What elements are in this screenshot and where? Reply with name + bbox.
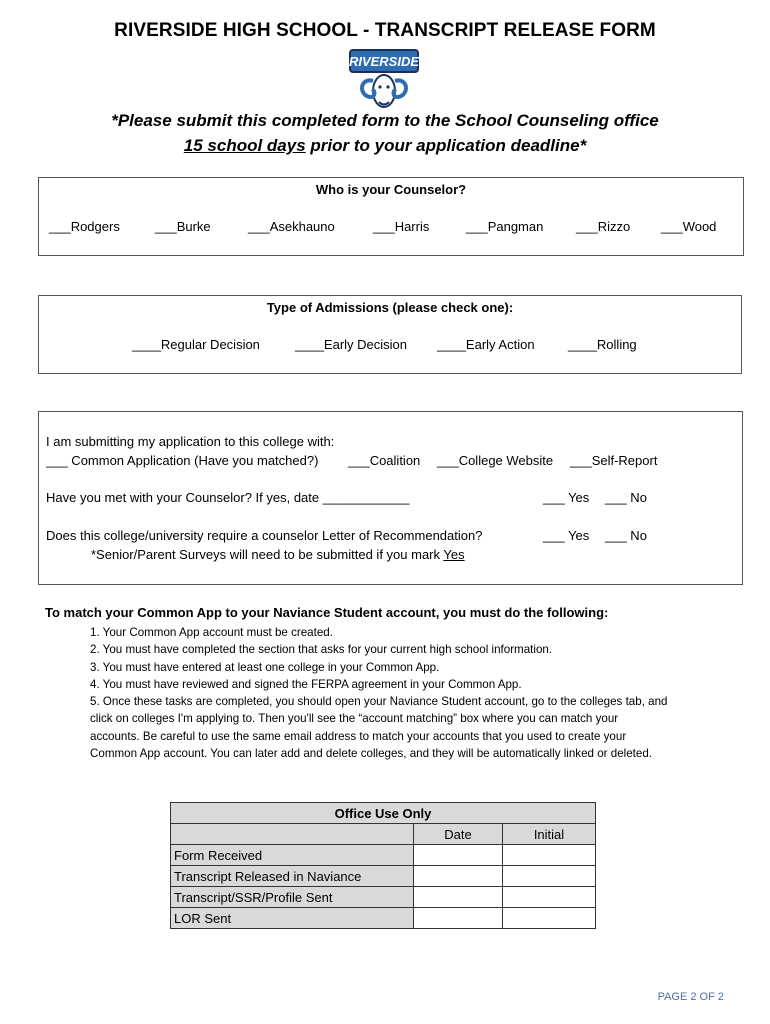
survey-note (91, 547, 465, 562)
survey-note-yes: Yes (443, 547, 465, 562)
office-header-blank (171, 824, 414, 845)
admissions-heading: Type of Admissions (please check one): (266, 300, 514, 315)
table-row (171, 845, 596, 866)
option-self-report[interactable]: ___Self-Report (570, 453, 658, 468)
table-row (171, 866, 596, 887)
ram-logo-icon (348, 47, 420, 111)
counselor-option-wood[interactable]: ___Wood (661, 219, 717, 234)
admission-option-early-action[interactable]: ____Early Action (437, 337, 535, 352)
office-header-initial: Initial (503, 824, 596, 845)
submission-instruction: *Please submit this completed form to the School Counseling office (111, 111, 659, 130)
met-counselor-no[interactable]: ___ No (605, 490, 647, 505)
office-row-label: Transcript/SSR/Profile Sent (171, 887, 414, 908)
office-use-table (170, 802, 596, 929)
step-item: accounts. Be careful to use the same email address to match your accounts that you used to create your (90, 729, 627, 743)
counselor-section (38, 177, 744, 256)
deadline-rest: prior to your application deadline* (305, 136, 587, 155)
office-row-label: Transcript Released in Naviance (171, 866, 414, 887)
counselor-option-rodgers[interactable]: ___Rodgers (49, 219, 120, 234)
office-date-cell[interactable] (414, 908, 503, 929)
lor-no[interactable]: ___ No (605, 528, 647, 543)
office-row-label: LOR Sent (171, 908, 414, 929)
office-date-cell[interactable] (414, 866, 503, 887)
option-common-app[interactable]: ___ Common Application (Have you matched?) (46, 453, 319, 468)
office-initial-cell[interactable] (503, 845, 596, 866)
logo-wordmark: RIVERSIDE (348, 54, 420, 69)
admission-option-regular[interactable]: ____Regular Decision (132, 337, 260, 352)
step-item: 4. You must have reviewed and signed the FERPA agreement in your Common App. (90, 677, 522, 691)
counselor-option-pangman[interactable]: ___Pangman (466, 219, 544, 234)
counselor-option-harris[interactable]: ___Harris (373, 219, 430, 234)
step-item: Common App account. You can later add and delete colleges, and they will be automatically linked or deleted. (90, 747, 653, 761)
submitting-label: I am submitting my application to this college with: (46, 434, 335, 449)
form-title: RIVERSIDE HIGH SCHOOL - TRANSCRIPT RELEASE FORM (114, 20, 656, 41)
table-row (171, 887, 596, 908)
table-row (171, 908, 596, 929)
counselor-option-burke[interactable]: ___Burke (155, 219, 211, 234)
school-logo (348, 47, 420, 111)
step-item: 3. You must have entered at least one college in your Common App. (90, 660, 440, 674)
admission-option-early-decision[interactable]: ____Early Decision (295, 337, 408, 352)
office-row-label: Form Received (171, 845, 414, 866)
page-number: PAGE 2 OF 2 (657, 991, 724, 1003)
counselor-option-rizzo[interactable]: ___Rizzo (576, 219, 631, 234)
naviance-heading: To match your Common App to your Naviance Student account, you must do the following: (45, 605, 609, 620)
admission-option-rolling[interactable]: ____Rolling (568, 337, 637, 352)
office-initial-cell[interactable] (503, 887, 596, 908)
met-counselor-question[interactable]: Have you met with your Counselor? If yes, date ____________ (46, 490, 410, 505)
survey-note-text: *Senior/Parent Surveys will need to be submitted if you mark (91, 547, 444, 562)
lor-yes[interactable]: ___ Yes (543, 528, 590, 543)
option-coalition[interactable]: ___Coalition (348, 453, 421, 468)
admissions-section (38, 295, 742, 374)
office-initial-cell[interactable] (503, 908, 596, 929)
office-date-cell[interactable] (414, 887, 503, 908)
naviance-steps (90, 624, 667, 762)
office-use-title: Office Use Only (171, 803, 596, 824)
deadline-instruction (0, 136, 770, 156)
met-counselor-yes[interactable]: ___ Yes (543, 490, 590, 505)
step-item: 2. You must have completed the section that asks for your current high school information. (90, 643, 553, 657)
counselor-option-asekhauno[interactable]: ___Asekhauno (248, 219, 335, 234)
deadline-days: 15 school days (183, 136, 306, 155)
step-item: 1. Your Common App account must be created. (90, 626, 333, 639)
lor-question: Does this college/university require a counselor Letter of Recommendation? (46, 528, 483, 543)
office-header-date: Date (414, 824, 503, 845)
counselor-heading: Who is your Counselor? (315, 182, 467, 197)
option-college-website[interactable]: ___College Website (437, 453, 554, 468)
office-initial-cell[interactable] (503, 866, 596, 887)
application-section (38, 411, 743, 585)
step-item: 5. Once these tasks are completed, you should open your Naviance Student account, go to the colleges tab, and (90, 695, 668, 709)
step-item: click on colleges I'm applying to. Then you'll see the “account matching” box where you can match your (90, 712, 619, 726)
office-date-cell[interactable] (414, 845, 503, 866)
